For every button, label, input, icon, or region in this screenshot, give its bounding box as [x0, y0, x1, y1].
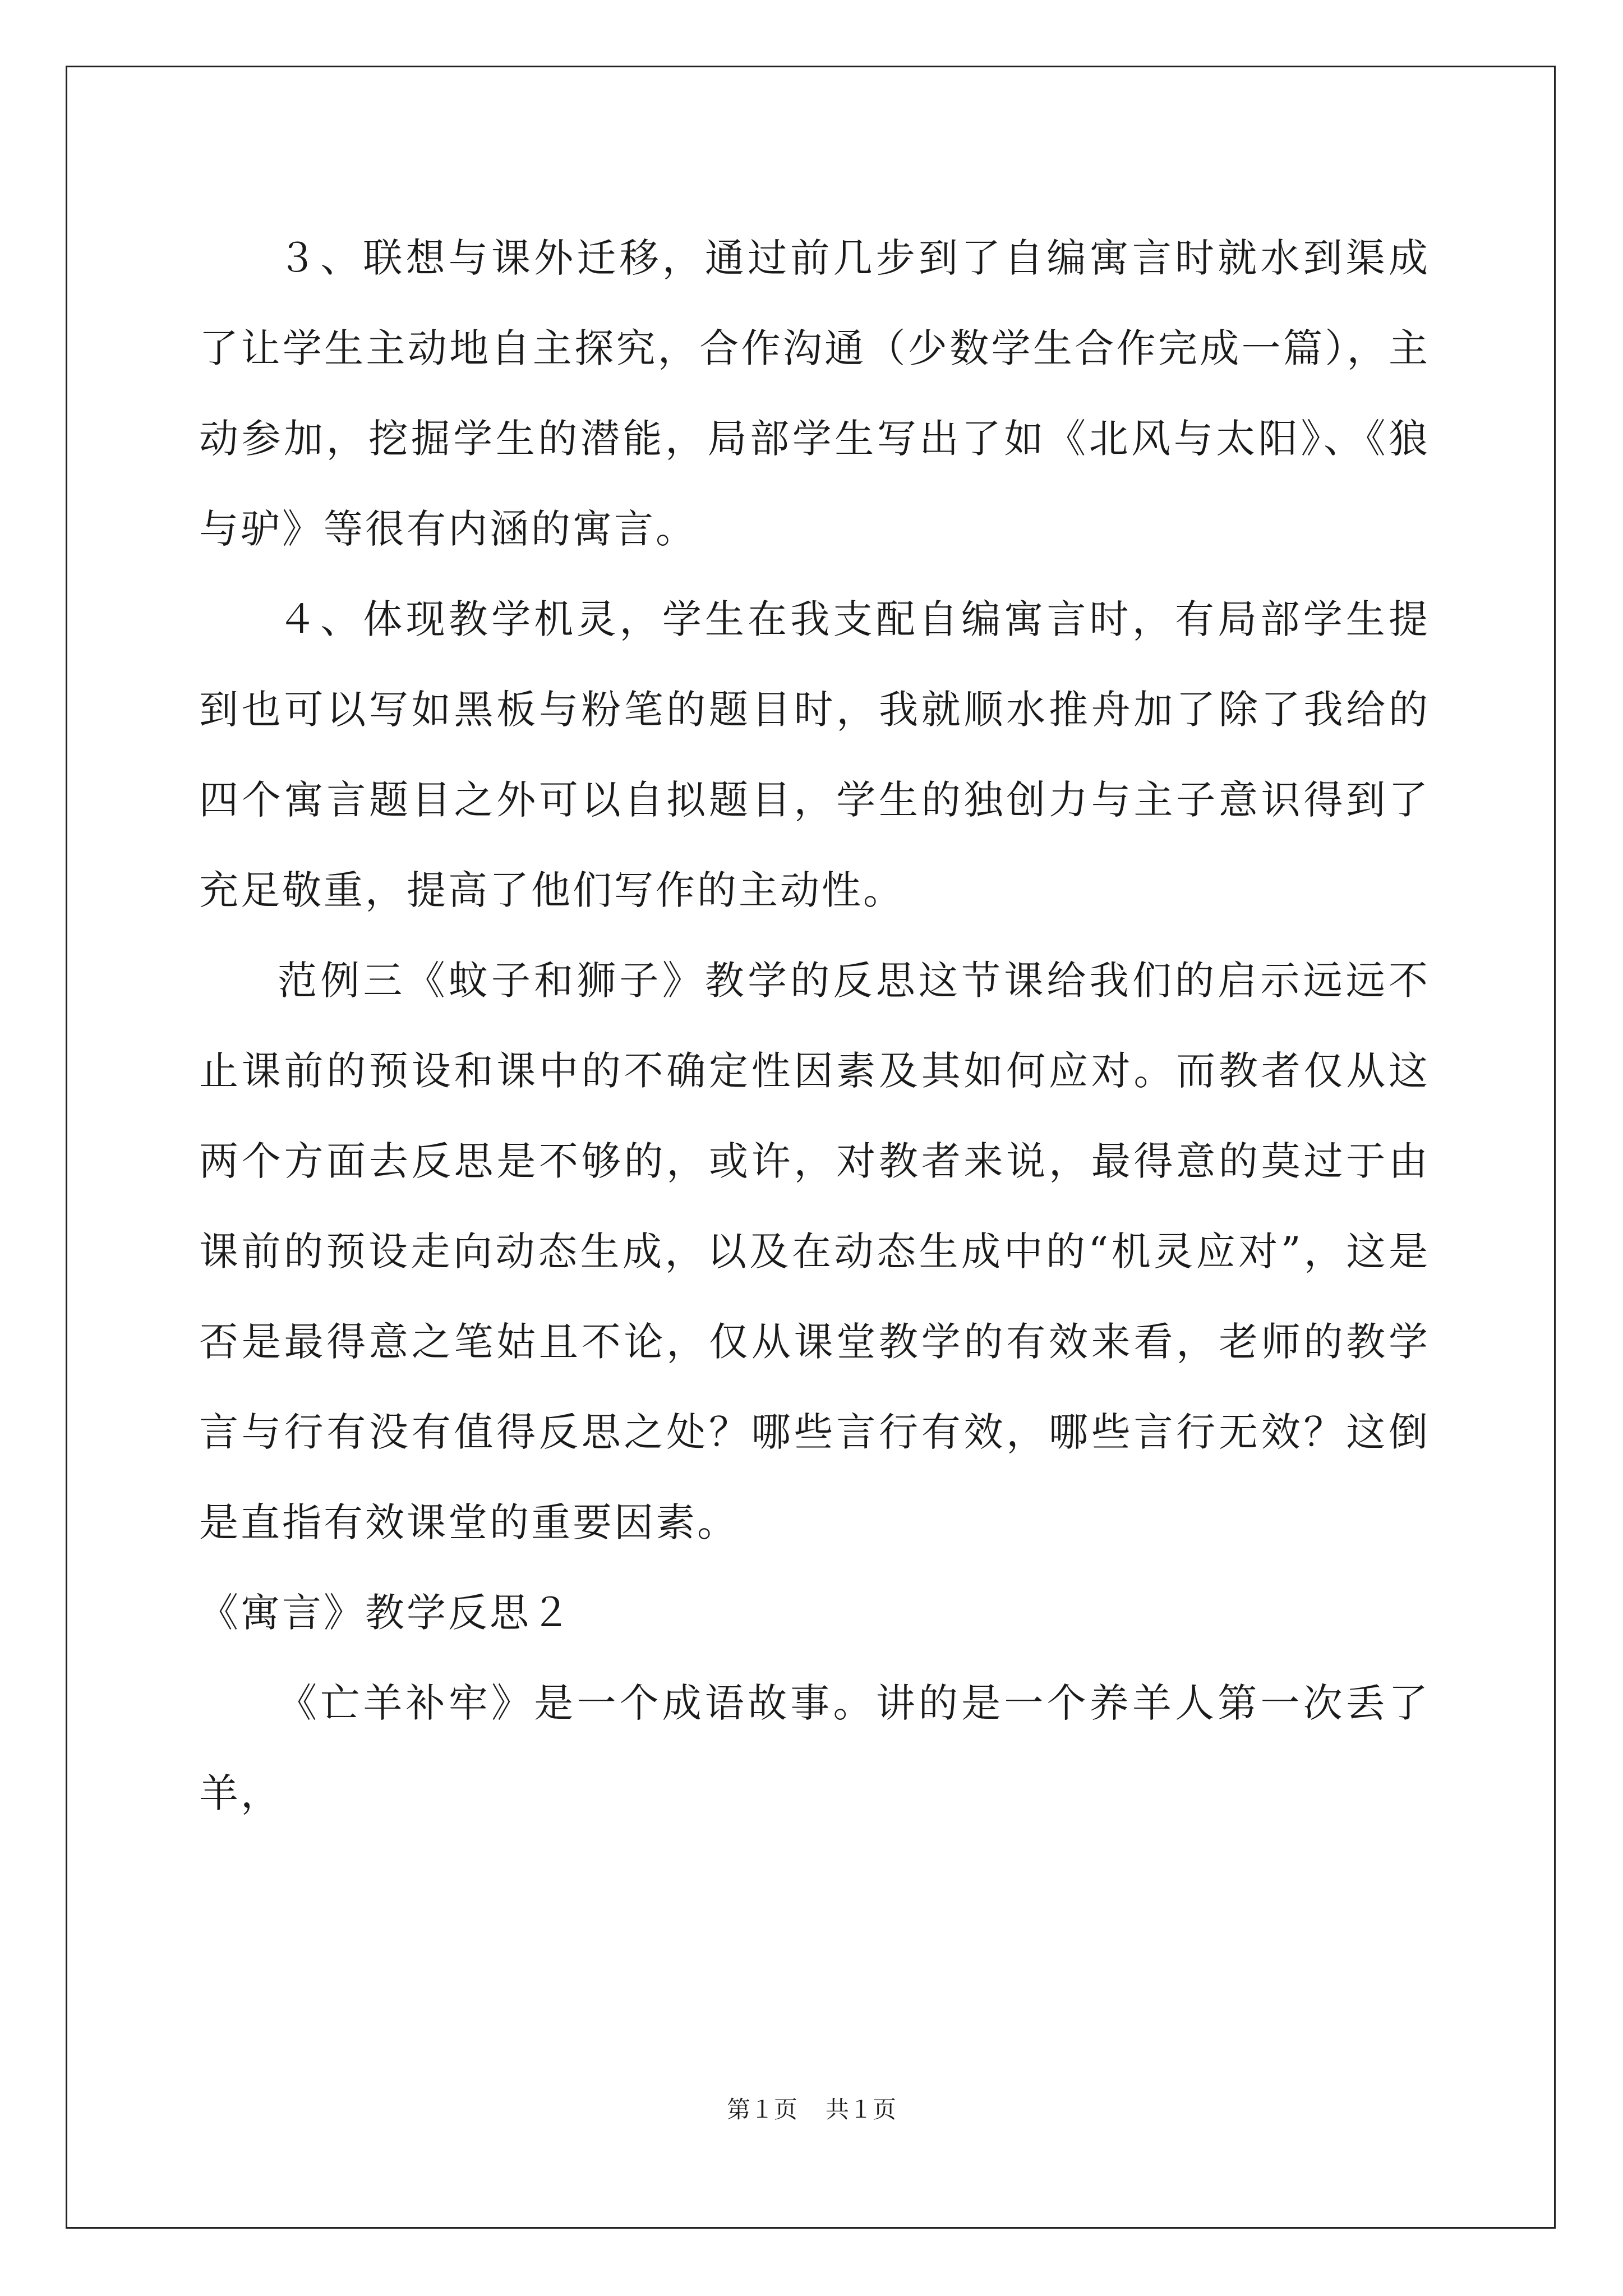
section-heading: 《寓言》教学反思２	[199, 1590, 573, 1636]
page-number: 第１页	[726, 2096, 797, 2123]
page-footer	[0, 2091, 1623, 2125]
paragraph-associative-transfer: ３、联想与课外迁移，通过前几步到了自编寓言时就水到渠成了让学生主动地自主探究，合作沟通（少数学生合作完成一篇），主动参加，挖掘学生的潜能，局部学生写出了如《北风与太阳》、《狼与驴》等很有内涵的寓言。	[199, 235, 1430, 552]
paragraph-teaching-wit: ４、体现教学机灵，学生在我支配自编寓言时，有局部学生提到也可以写如黑板与粉笔的题目时，我就顺水推舟加了除了我给的四个寓言题目之外可以自拟题目，学生的独创力与主子意识得到了充足敬重，提高了他们写作的主动性。	[199, 596, 1430, 913]
paragraph-wang-yang-bu-lao: 《亡羊补牢》是一个成语故事。讲的是一个养羊人第一次丢了羊，	[199, 1680, 1430, 1816]
document-body	[199, 213, 1430, 1839]
paragraph-example-three: 范例三《蚊子和狮子》教学的反思这节课给我们的启示远远不止课前的预设和课中的不确定性因素及其如何应对。而教者仅从这两个方面去反思是不够的，或许，对教者来说，最得意的莫过于由课前的预设走向动态生成，以及在动态生成中的“机灵应对”，这是否是最得意之笔姑且不论，仅从课堂教学的有效来看，老师的教学言与行有没有值得反思之处？哪些言行有效，哪些言行无效？这倒是直指有效课堂的重要因素。	[199, 958, 1430, 1545]
page-total: 共１页	[826, 2096, 897, 2123]
